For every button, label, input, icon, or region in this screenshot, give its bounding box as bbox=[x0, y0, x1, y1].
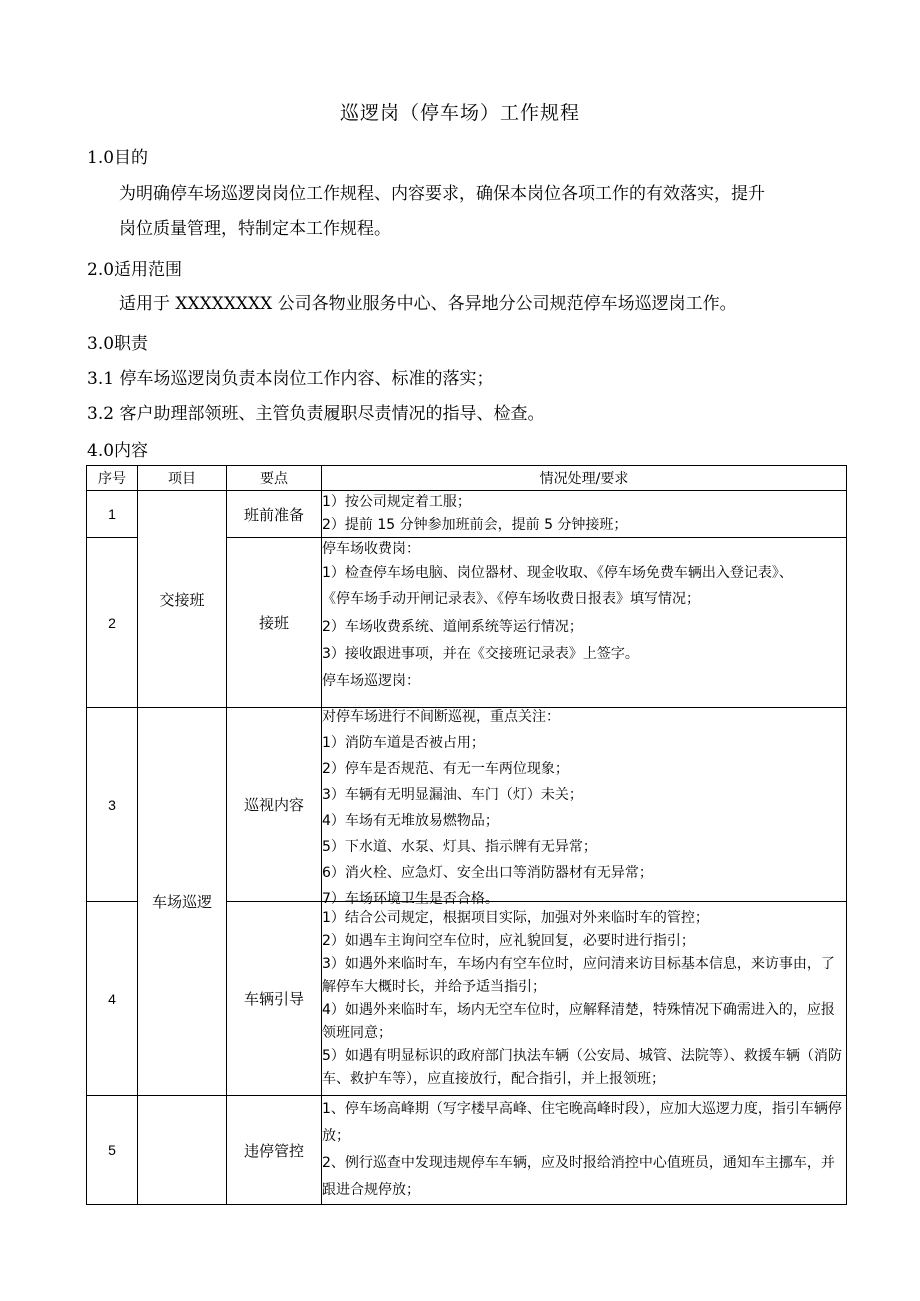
row-point: 巡视内容 bbox=[227, 708, 322, 902]
header-item: 项目 bbox=[138, 466, 227, 491]
duty-item-2: 3.2 客户助理部领班、主管负责履职尽责情况的指导、检查。 bbox=[87, 404, 545, 424]
requirement-line: 3）接收跟进事项，并在《交接班记录表》上签字。 bbox=[322, 646, 639, 662]
requirement-line: 6）消火栓、应急灯、安全出口等消防器材有无异常； bbox=[322, 865, 653, 881]
requirement-line: 1、停车场高峰期（写字楼早高峰、住宅晚高峰时段），应加大巡逻力度，指引车辆停放； bbox=[322, 1101, 842, 1144]
requirement-line: 2）停车是否规范、有无一车两位现象； bbox=[322, 761, 569, 777]
requirement-line: 2、例行巡查中发现违规停车车辆，应及时报给消控中心值班员，通知车主挪车，并跟进合规停放； bbox=[322, 1155, 835, 1198]
requirements-clip bbox=[322, 704, 846, 907]
duty-heading: 3.0职责 bbox=[87, 334, 149, 354]
requirement-line: 《停车场手动开闸记录表》、《停车场收费日报表》填写情况； bbox=[322, 591, 700, 607]
row-point: 班前准备 bbox=[227, 491, 322, 538]
row-number: 5 bbox=[87, 1096, 138, 1205]
table-row bbox=[87, 708, 847, 902]
row-requirements bbox=[322, 902, 847, 1096]
content-heading: 4.0内容 bbox=[87, 441, 149, 461]
purpose-text-line-2: 岗位质量管理，特制定本工作规程。 bbox=[119, 219, 391, 239]
requirement-line: 停车场收费岗： bbox=[322, 541, 420, 557]
header-requirement: 情况处理/要求 bbox=[322, 466, 847, 491]
requirement-line: 2）车场收费系统、道闸系统等运行情况； bbox=[322, 619, 583, 635]
requirement-line: 3）车辆有无明显漏油、车门（灯）未关； bbox=[322, 787, 583, 803]
row-point: 违停管控 bbox=[227, 1096, 322, 1205]
requirement-line: 1）按公司规定着工服； bbox=[322, 494, 471, 510]
scope-text: 适用于 XXXXXXXX 公司各物业服务中心、各异地分公司规范停车场巡逻岗工作。 bbox=[119, 294, 737, 314]
content-table bbox=[86, 465, 847, 1205]
requirement-line: 5）如遇有明显标识的政府部门执法车辆（公安局、城管、法院等）、救援车辆（消防车、救护车等），应直接放行，配合指引，并上报领班； bbox=[322, 1047, 842, 1087]
table-row bbox=[87, 1096, 847, 1205]
row-point: 车辆引导 bbox=[227, 902, 322, 1096]
row-requirements bbox=[322, 708, 847, 907]
row-point: 接班 bbox=[227, 538, 322, 708]
row-number: 2 bbox=[87, 538, 138, 708]
group-patrol: 车场巡逻 bbox=[138, 708, 227, 1096]
row-number: 4 bbox=[87, 902, 138, 1096]
scope-heading: 2.0适用范围 bbox=[87, 260, 183, 280]
requirement-line: 停车场巡逻岗： bbox=[322, 673, 420, 689]
table-row bbox=[87, 491, 847, 538]
group-patrol-continued bbox=[138, 1096, 227, 1205]
requirement-line: 5）下水道、水泵、灯具、指示牌有无异常； bbox=[322, 839, 597, 855]
row-requirements bbox=[322, 538, 847, 708]
row-requirements bbox=[322, 1096, 847, 1205]
row-number: 1 bbox=[87, 491, 138, 538]
requirement-line: 3）如遇外来临时车，车场内有空车位时，应问清来访目标基本信息，来访事由，了解停车大概时长，并给予适当指引； bbox=[322, 955, 835, 995]
page-title: 巡逻岗（停车场）工作规程 bbox=[339, 102, 580, 124]
requirement-line: 4）如遇外来临时车，场内无空车位时，应解释清楚，特殊情况下确需进入的，应报领班同意； bbox=[322, 1001, 835, 1041]
purpose-heading: 1.0目的 bbox=[87, 148, 149, 168]
requirement-line: 7）车场环境卫生是否合格。 bbox=[322, 891, 499, 907]
purpose-text-line-1: 为明确停车场巡逻岗岗位工作规程、内容要求，确保本岗位各项工作的有效落实，提升 bbox=[119, 184, 765, 204]
requirements-clip bbox=[322, 536, 846, 704]
row-number: 3 bbox=[87, 708, 138, 902]
header-point: 要点 bbox=[227, 466, 322, 491]
requirement-line: 2）提前 15 分钟参加班前会，提前 5 分钟接班； bbox=[322, 517, 628, 533]
header-no: 序号 bbox=[87, 466, 138, 491]
requirement-line: 1）消防车道是否被占用； bbox=[322, 735, 485, 751]
requirement-line: 2）如遇车主询问空车位时，应礼貌回复，必要时进行指引； bbox=[322, 932, 695, 949]
duty-item-1: 3.1 停车场巡逻岗负责本岗位工作内容、标准的落实； bbox=[87, 369, 494, 389]
requirement-line: 对停车场进行不间断巡视，重点关注： bbox=[322, 709, 560, 725]
group-handover: 交接班 bbox=[138, 491, 227, 708]
table-header-row bbox=[87, 466, 847, 491]
row-requirements bbox=[322, 491, 847, 538]
requirement-line: 1）检查停车场电脑、岗位器材、现金收取、《停车场免费车辆出入登记表》、 bbox=[322, 565, 793, 581]
requirement-line: 1）结合公司规定，根据项目实际，加强对外来临时车的管控； bbox=[322, 909, 709, 926]
requirement-line: 4）车场有无堆放易燃物品； bbox=[322, 813, 499, 829]
